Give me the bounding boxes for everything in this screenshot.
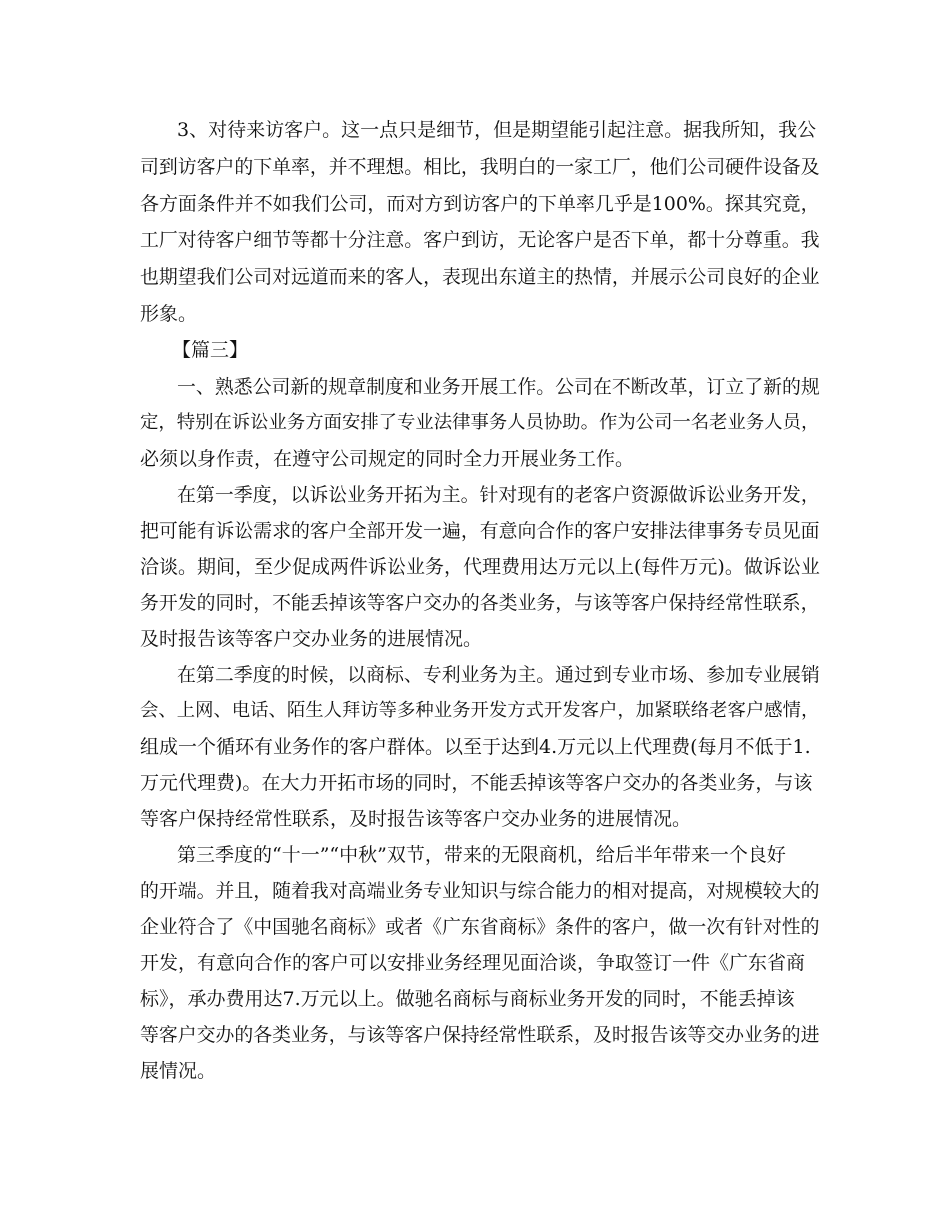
text-line: 司到访客户的下单率，并不理想。相比，我明白的一家工厂，他们公司硬件设备及 (140, 156, 820, 178)
text-line: 等客户保持经常性联系，及时报告该等客户交办业务的进展情况。 (140, 808, 692, 830)
text-line: 定，特别在诉讼业务方面安排了专业法律事务人员协助。作为公司一名老业务人员， (140, 412, 820, 433)
text-line: 在第二季度的时候，以商标、专利业务为主。通过到专业市场、参加专业展销 (177, 664, 820, 686)
text-line: 各方面条件并不如我们公司，而对方到访客户的下单率几乎是100%。探其究竟， (140, 193, 820, 215)
text-line: 展情况。 (140, 1060, 217, 1082)
text-line: 的开端。并且，随着我对高端业务专业知识与综合能力的相对提高，对规模较大的 (140, 880, 820, 902)
section-heading: 【篇三】 (172, 339, 249, 361)
text-line: 开发，有意向合作的客户可以安排业务经理见面洽谈，争取签订一件《广东省商 (140, 952, 806, 974)
text-line: 会、上网、电话、陌生人拜访等多种业务开发方式开发客户，加紧联络老客户感情， (140, 700, 820, 721)
text-line: 万元代理费)。在大力开拓市场的同时，不能丢掉该等客户交办的各类业务，与该 (140, 772, 813, 794)
text-line: 洽谈。期间，至少促成两件诉讼业务，代理费用达万元以上(每件万元)。做诉讼业 (140, 556, 820, 578)
text-line: 标》，承办费用达7.万元以上。做驰名商标与商标业务开发的同时，不能丢掉该 (140, 988, 795, 1010)
text-line: 等客户交办的各类业务，与该等客户保持经常性联系，及时报告该等交办业务的进 (140, 1024, 820, 1046)
text-line: 必须以身作责，在遵守公司规定的同时全力开展业务工作。 (140, 448, 635, 470)
text-line: 也期望我们公司对远道而来的客人，表现出东道主的热情，并展示公司良好的企业 (140, 266, 820, 288)
text-line: 把可能有诉讼需求的客户全部开发一遍，有意向合作的客户安排法律事务专员见面 (140, 520, 820, 542)
text-line: 及时报告该等客户交办业务的进展情况。 (140, 628, 483, 650)
text-line: 第三季度的“十一”“中秋”双节，带来的无限商机，给后半年带来一个良好 (177, 844, 786, 866)
text-line: 务开发的同时，不能丢掉该等客户交办的各类业务，与该等客户保持经常性联系， (140, 592, 820, 614)
text-line: 企业符合了《中国驰名商标》或者《广东省商标》条件的客户，做一次有针对性的 (140, 916, 820, 938)
text-line: 在第一季度，以诉讼业务开拓为主。针对现有的老客户资源做诉讼业务开发， (177, 484, 820, 506)
text-line: 一、熟悉公司新的规章制度和业务开展工作。公司在不断改革，订立了新的规 (177, 376, 820, 398)
text-line: 形象。 (140, 303, 198, 325)
text-line: 组成一个循环有业务作的客户群体。以至于达到4.万元以上代理费(每月不低于1. (140, 736, 811, 758)
text-line: 3、对待来访客户。这一点只是细节，但是期望能引起注意。据我所知，我公 (177, 119, 817, 141)
text-line: 工厂对待客户细节等都十分注意。客户到访，无论客户是否下单，都十分尊重。我 (140, 229, 820, 251)
